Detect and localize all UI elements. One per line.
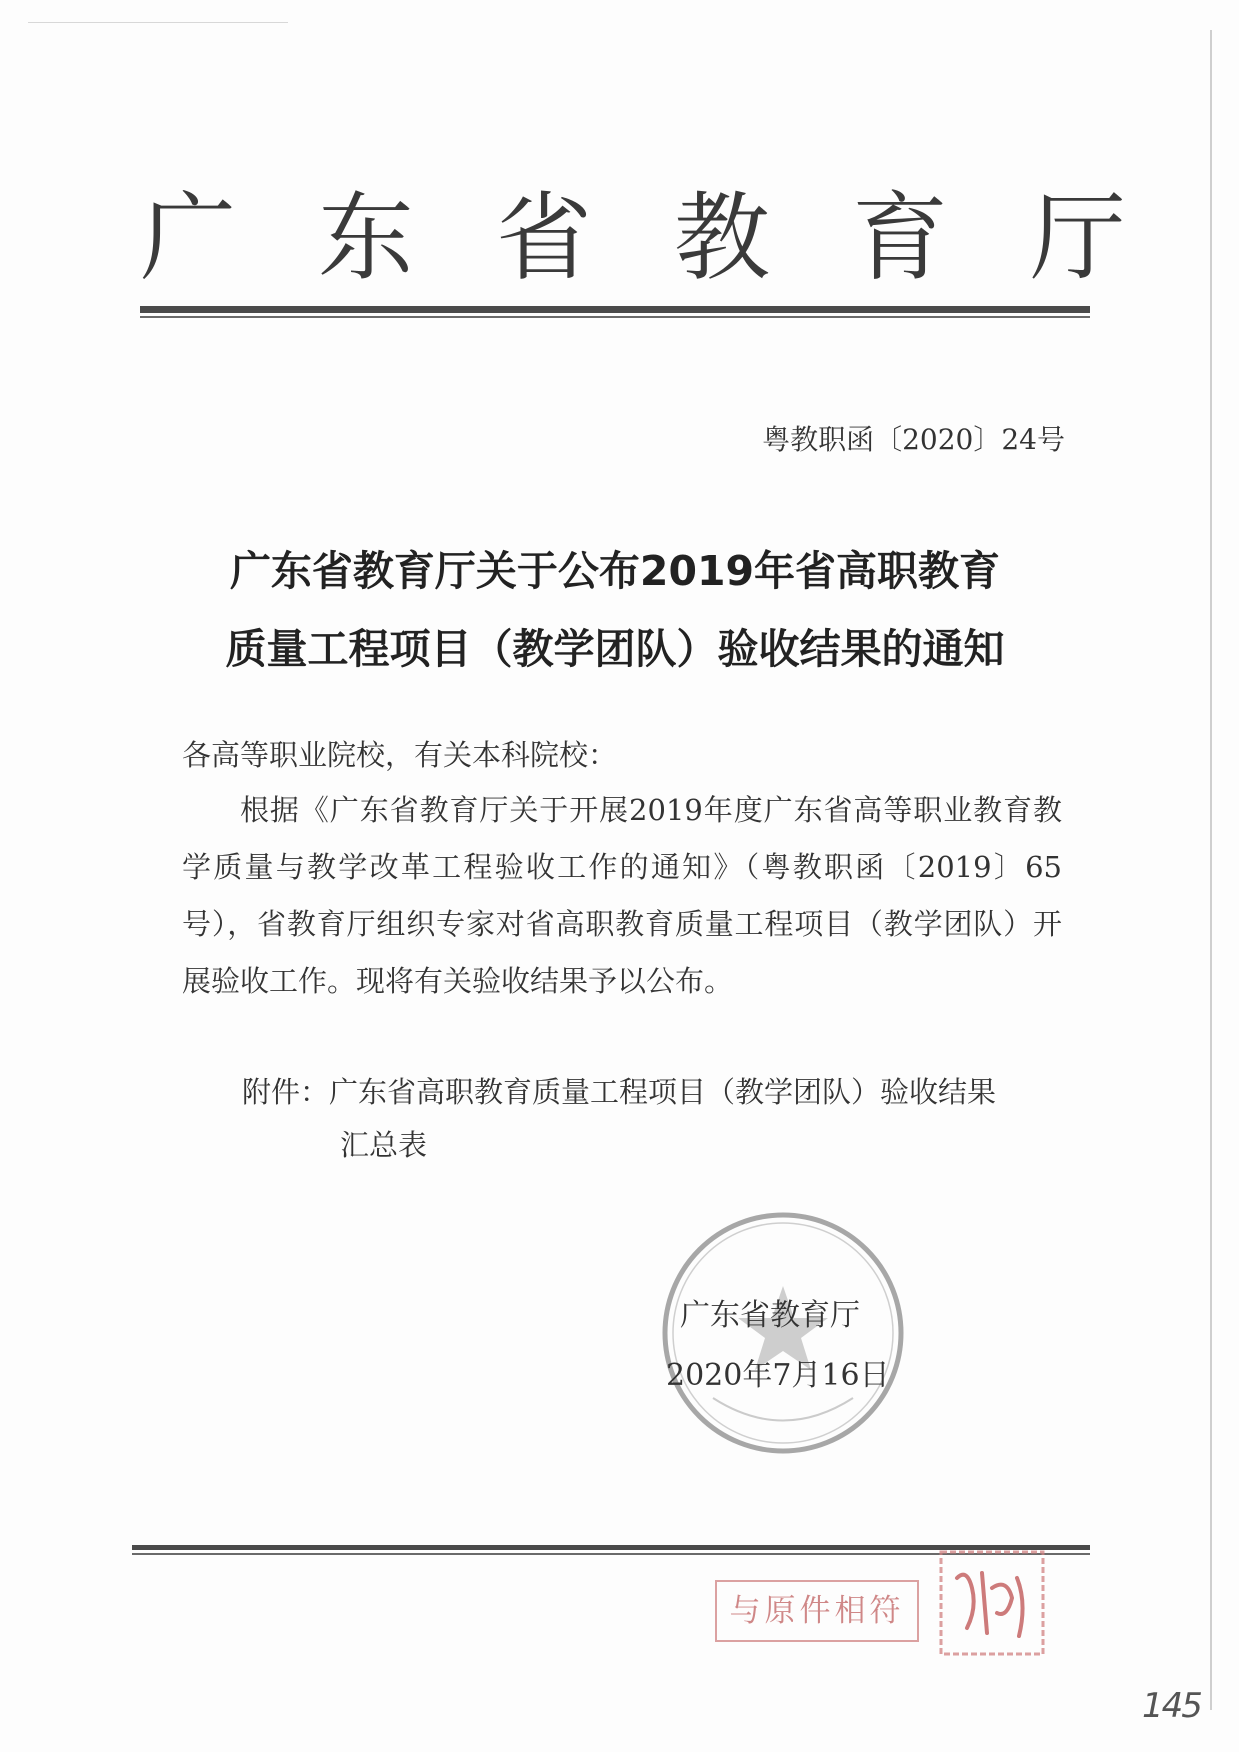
document-title bbox=[150, 532, 1080, 688]
scan-edge-top bbox=[28, 22, 288, 23]
attachment-note bbox=[242, 1066, 1072, 1172]
title-line-2: 质量工程项目（教学团队）验收结果的通知 bbox=[225, 625, 1005, 673]
scan-edge-right bbox=[1210, 30, 1212, 1710]
signature-stamp bbox=[937, 1548, 1047, 1658]
title-line-1: 广东省教育厅关于公布2019年省高职教育 bbox=[229, 547, 1001, 595]
letterhead-rule bbox=[140, 306, 1090, 313]
letterhead-rule-thin bbox=[140, 316, 1090, 318]
attachment-text-line-1: 广东省高职教育质量工程项目（教学团队）验收结果 bbox=[329, 1075, 997, 1109]
certification-stamp: 与原件相符 bbox=[715, 1580, 919, 1642]
sign-date: 2020年7月16日 bbox=[666, 1358, 890, 1393]
body-paragraph: 根据《广东省教育厅关于开展2019年度广东省高等职业教育教学质量与教学改革工程验收工作的通知》（粤教职函〔2019〕65号），省教育厅组织专家对省高职教育质量工程项目（教学团队）开展验收工作。现将有关验收结果予以公布。 bbox=[182, 793, 1062, 998]
attachment-label: 附件： bbox=[242, 1075, 330, 1109]
attachment-text-line-2: 汇总表 bbox=[340, 1128, 428, 1162]
salutation: 各高等职业院校，有关本科院校： bbox=[182, 738, 618, 772]
letterhead-title: 广东省教育厅 bbox=[140, 182, 1208, 294]
page-mark: 145 bbox=[1142, 1686, 1201, 1726]
signer-org: 广东省教育厅 bbox=[680, 1298, 860, 1333]
document-number: 粤教职函〔2020〕24号 bbox=[762, 423, 1065, 456]
